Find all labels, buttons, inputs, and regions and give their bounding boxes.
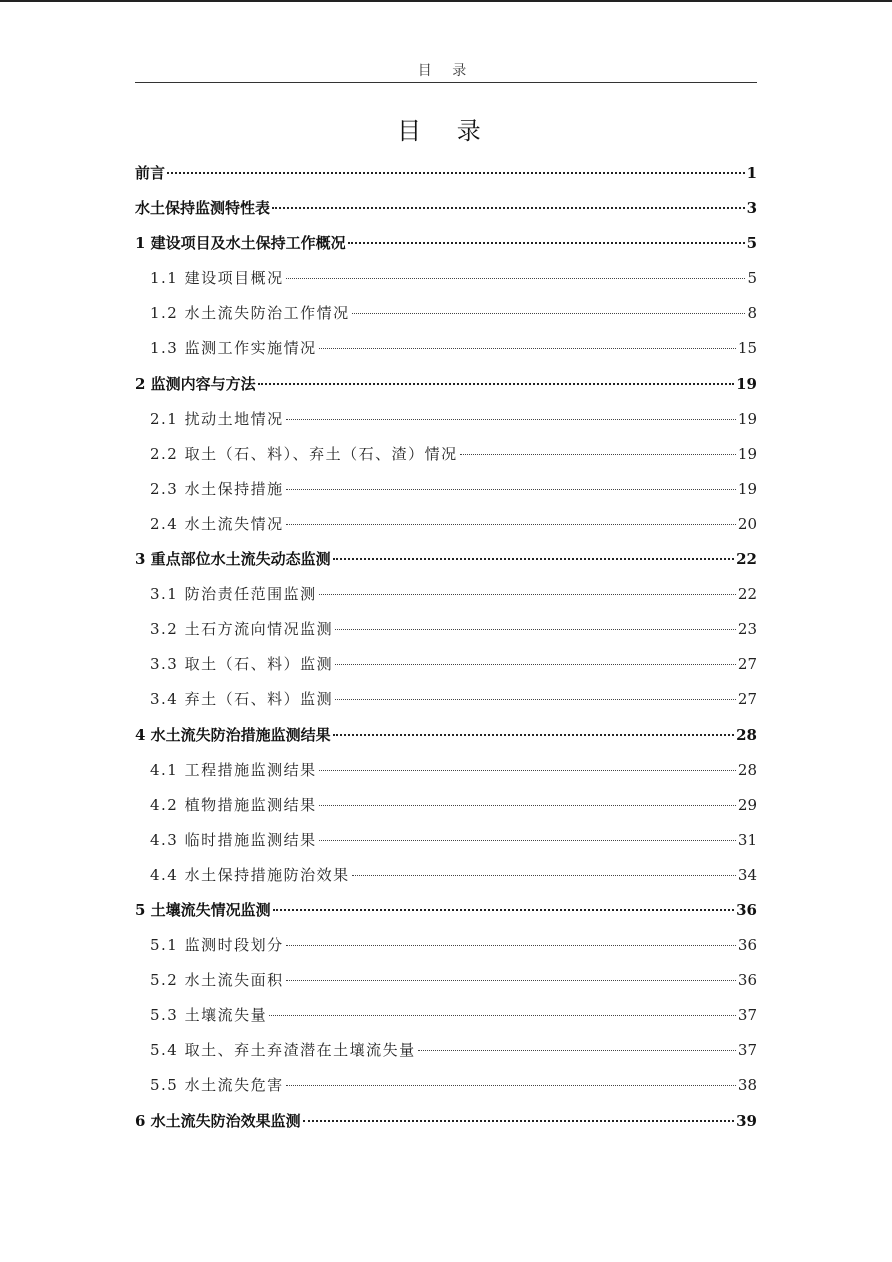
- toc-entry-label: 5.1 监测时段划分: [150, 936, 284, 955]
- toc-dot-leader: [352, 874, 736, 876]
- toc-page-number: 20: [737, 514, 757, 533]
- toc-dot-leader: [286, 277, 746, 279]
- toc-section-entry[interactable]: [135, 472, 757, 507]
- toc-section-entry[interactable]: [135, 753, 757, 788]
- toc-section-entry[interactable]: [135, 998, 757, 1033]
- toc-entry-label: 5.4 取土、弃土弃渣潜在土壤流失量: [150, 1041, 416, 1060]
- toc-dot-leader: [348, 241, 745, 244]
- toc-page-number: 36: [737, 936, 757, 955]
- toc-section-entry[interactable]: [135, 437, 757, 472]
- toc-entry-label: 1.1 建设项目概况: [150, 269, 284, 288]
- toc-dot-leader: [286, 418, 736, 420]
- toc-dot-leader: [352, 312, 746, 314]
- toc-page-number: 5: [747, 269, 757, 288]
- toc-chapter-entry[interactable]: [135, 367, 757, 402]
- toc-section-entry[interactable]: [135, 331, 757, 366]
- toc-entry-label: 6 水土流失防治效果监测: [135, 1111, 301, 1130]
- toc-page-number: 5: [746, 234, 757, 253]
- toc-entry-label: 3 重点部位水土流失动态监测: [135, 550, 331, 569]
- toc-section-entry[interactable]: [135, 612, 757, 647]
- toc-chapter-entry[interactable]: [135, 542, 757, 577]
- toc-entry-label: 2 监测内容与方法: [135, 374, 256, 393]
- toc-dot-leader: [167, 171, 745, 174]
- toc-entry-label: 4.3 临时措施监测结果: [150, 830, 317, 849]
- toc-entry-label: 前言: [135, 164, 166, 182]
- toc-title: 目 录: [397, 117, 495, 145]
- toc-section-entry[interactable]: [135, 963, 757, 998]
- toc-dot-leader: [269, 1014, 736, 1016]
- toc-entry-label: 2.2 取土（石、料）、弃土（石、渣）情况: [150, 444, 458, 463]
- toc-page-number: 28: [736, 725, 757, 744]
- toc-dot-leader: [319, 804, 736, 806]
- toc-page-number: 15: [737, 339, 757, 358]
- toc-section-entry[interactable]: [135, 788, 757, 823]
- toc-dot-leader: [319, 769, 736, 771]
- toc-dot-leader: [286, 1084, 736, 1086]
- toc-entry-label: 2.1 扰动土地情况: [150, 409, 284, 428]
- toc-page-number: 34: [737, 865, 757, 884]
- toc-entry-label: 水土保持监测特性表: [135, 199, 271, 218]
- toc-entry-label: 1.3 监测工作实施情况: [150, 339, 317, 358]
- toc-page-number: 28: [737, 760, 757, 779]
- toc-page-number: 22: [736, 550, 757, 569]
- toc-page-number: 36: [737, 971, 757, 990]
- toc-dot-leader: [272, 206, 745, 209]
- toc-page-number: 19: [737, 409, 757, 428]
- toc-entry-label: 5 土壤流失情况监测: [135, 900, 271, 919]
- toc-entry-label: 3.3 取土（石、料）监测: [150, 655, 334, 674]
- toc-section-entry[interactable]: [135, 577, 757, 612]
- toc-section-entry[interactable]: [135, 402, 757, 437]
- toc-list: [135, 156, 757, 1139]
- toc-chapter-entry[interactable]: [135, 226, 757, 261]
- toc-page-number: 27: [737, 690, 757, 709]
- toc-page-number: 39: [736, 1111, 757, 1130]
- toc-dot-leader: [418, 1049, 736, 1051]
- toc-section-entry[interactable]: [135, 1068, 757, 1103]
- toc-dot-leader: [319, 347, 736, 349]
- toc-dot-leader: [258, 382, 734, 385]
- toc-entry-label: 2.3 水土保持措施: [150, 479, 284, 498]
- toc-dot-leader: [335, 628, 736, 630]
- toc-dot-leader: [460, 453, 736, 455]
- toc-page-number: 19: [737, 444, 757, 463]
- toc-entry-label: 1.2 水土流失防治工作情况: [150, 304, 350, 323]
- header-rule: [135, 82, 757, 83]
- toc-section-entry[interactable]: [135, 507, 757, 542]
- toc-chapter-entry[interactable]: [135, 191, 757, 226]
- toc-page-number: 8: [747, 304, 757, 323]
- toc-entry-label: 5.3 土壤流失量: [150, 1006, 268, 1025]
- toc-section-entry[interactable]: [135, 682, 757, 717]
- toc-chapter-entry[interactable]: [135, 893, 757, 928]
- toc-entry-label: 2.4 水土流失情况: [150, 514, 284, 533]
- toc-entry-label: 3.1 防治责任范围监测: [150, 585, 317, 604]
- toc-entry-label: 3.2 土石方流向情况监测: [150, 620, 334, 639]
- toc-page-number: 27: [737, 655, 757, 674]
- toc-page-number: 19: [737, 479, 757, 498]
- toc-section-entry[interactable]: [135, 647, 757, 682]
- toc-entry-label: 4.4 水土保持措施防治效果: [150, 865, 350, 884]
- toc-section-entry[interactable]: [135, 296, 757, 331]
- toc-page-number: 19: [736, 374, 757, 393]
- toc-entry-label: 4 水土流失防治措施监测结果: [135, 725, 331, 744]
- toc-dot-leader: [303, 1119, 734, 1122]
- toc-section-entry[interactable]: [135, 261, 757, 296]
- toc-page-number: 37: [737, 1041, 757, 1060]
- toc-dot-leader: [335, 663, 736, 665]
- toc-dot-leader: [319, 839, 736, 841]
- toc-entry-label: 3.4 弃土（石、料）监测: [150, 690, 334, 709]
- toc-entry-label: 5.2 水土流失面积: [150, 971, 284, 990]
- toc-dot-leader: [286, 523, 736, 525]
- toc-dot-leader: [335, 698, 736, 700]
- toc-page-number: 38: [737, 1076, 757, 1095]
- page-top-border: [0, 0, 892, 2]
- toc-entry-label: 4.2 植物措施监测结果: [150, 795, 317, 814]
- toc-chapter-entry[interactable]: [135, 718, 757, 753]
- toc-page-number: 23: [737, 620, 757, 639]
- toc-section-entry[interactable]: [135, 1033, 757, 1068]
- toc-dot-leader: [333, 557, 734, 560]
- toc-page-number: 29: [737, 795, 757, 814]
- toc-entry-label: 1 建设项目及水土保持工作概况: [135, 234, 346, 253]
- running-header: 目 录: [417, 63, 475, 79]
- toc-dot-leader: [273, 908, 734, 911]
- toc-dot-leader: [286, 488, 736, 490]
- toc-page-number: 1: [746, 164, 757, 182]
- toc-section-entry[interactable]: [135, 928, 757, 963]
- toc-entry-label: 4.1 工程措施监测结果: [150, 760, 317, 779]
- toc-page-number: 22: [737, 585, 757, 604]
- toc-chapter-entry[interactable]: [135, 156, 757, 191]
- toc-section-entry[interactable]: [135, 858, 757, 893]
- toc-page-number: 36: [736, 900, 757, 919]
- toc-page-number: 3: [746, 199, 757, 218]
- toc-dot-leader: [319, 593, 736, 595]
- toc-chapter-entry[interactable]: [135, 1104, 757, 1139]
- toc-dot-leader: [286, 944, 736, 946]
- toc-page-number: 37: [737, 1006, 757, 1025]
- toc-page-number: 31: [737, 830, 757, 849]
- toc-entry-label: 5.5 水土流失危害: [150, 1076, 284, 1095]
- toc-dot-leader: [286, 979, 736, 981]
- toc-dot-leader: [333, 733, 734, 736]
- toc-section-entry[interactable]: [135, 823, 757, 858]
